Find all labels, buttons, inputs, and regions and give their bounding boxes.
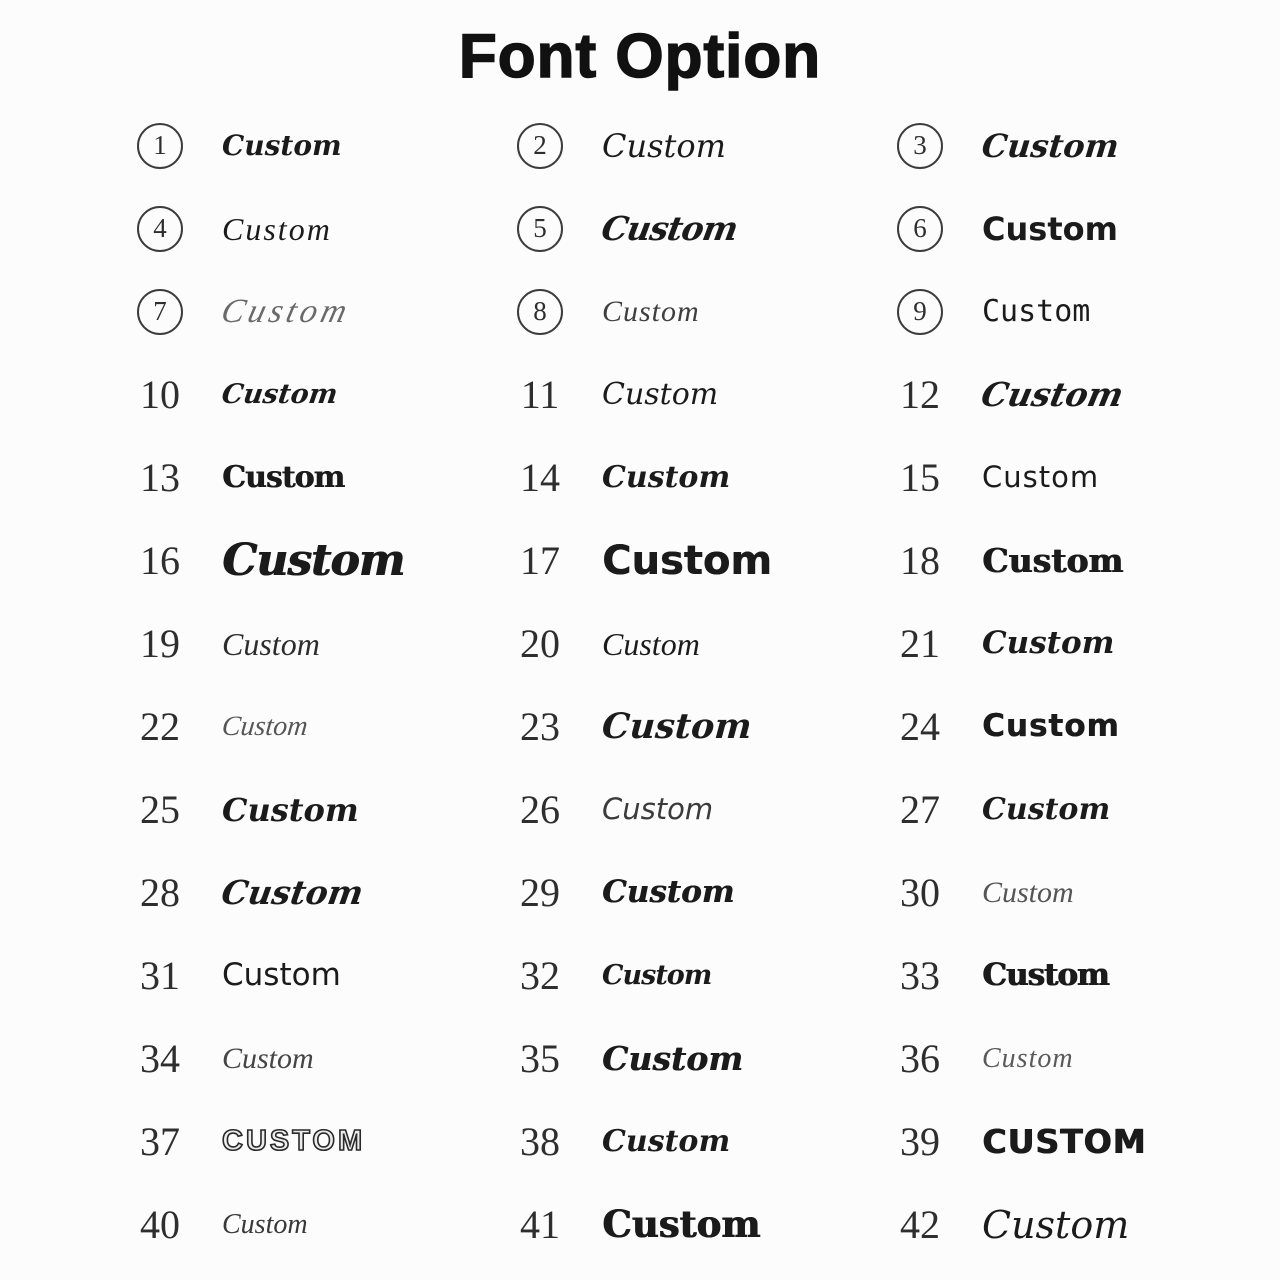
- font-sample: Custom: [982, 541, 1124, 580]
- font-number: 10: [140, 372, 180, 417]
- font-sample: Custom: [982, 791, 1111, 827]
- font-option-cell: [492, 851, 872, 934]
- font-sample: Custom: [222, 957, 341, 993]
- font-sample: Custom: [602, 126, 726, 165]
- font-number: 6: [897, 206, 943, 252]
- font-sample: Custom: [602, 1123, 731, 1159]
- font-number: 31: [140, 953, 180, 998]
- font-sample: Custom: [602, 1202, 761, 1246]
- font-number: 14: [520, 455, 560, 500]
- font-option-cell: [112, 685, 492, 768]
- font-number: 16: [140, 538, 180, 583]
- font-option-cell: [492, 1017, 872, 1100]
- font-sample: Custom: [982, 957, 1109, 993]
- font-sample: Custom: [222, 1041, 314, 1075]
- font-number: 11: [520, 372, 560, 417]
- font-sample: Custom: [982, 460, 1100, 494]
- font-sample: Custom: [602, 960, 712, 991]
- font-option-cell: [112, 934, 492, 1017]
- font-number: 28: [140, 870, 180, 915]
- font-sample: Custom: [602, 294, 700, 328]
- font-number: 24: [900, 704, 940, 749]
- font-option-cell: [872, 685, 1252, 768]
- font-option-cell: [492, 1183, 872, 1266]
- font-number: 15: [900, 455, 940, 500]
- font-number: 38: [520, 1119, 560, 1164]
- font-option-cell: [492, 104, 872, 187]
- font-number: 4: [137, 206, 183, 252]
- font-number: 7: [137, 289, 183, 335]
- font-number: 19: [140, 621, 180, 666]
- font-option-cell: [872, 104, 1252, 187]
- font-number: 18: [900, 538, 940, 583]
- font-option-cell: [872, 768, 1252, 851]
- font-sample: Custom: [222, 128, 342, 162]
- font-sample: Custom: [982, 625, 1115, 661]
- font-sample: Custom: [222, 210, 332, 247]
- font-number: 27: [900, 787, 940, 832]
- font-grid: [0, 104, 1280, 1266]
- font-sample: Custom: [222, 790, 359, 829]
- font-sample: Custom: [217, 292, 355, 330]
- font-number: 9: [897, 289, 943, 335]
- font-number: 23: [520, 704, 560, 749]
- font-sample: Custom: [602, 874, 735, 910]
- font-option-cell: [872, 851, 1252, 934]
- font-number: 35: [520, 1036, 560, 1081]
- font-option-cell: [872, 1017, 1252, 1100]
- font-sample: Custom: [602, 1039, 744, 1078]
- font-number: 2: [517, 123, 563, 169]
- font-sample: Custom: [602, 376, 719, 412]
- font-number: 13: [140, 455, 180, 500]
- font-number: 30: [900, 870, 940, 915]
- font-sample: Custom: [977, 375, 1128, 414]
- font-sample: Custom: [600, 706, 753, 747]
- font-option-cell: [872, 353, 1252, 436]
- font-sample: Custom: [982, 293, 1091, 329]
- font-option-cell: [492, 1100, 872, 1183]
- font-sample: Custom: [598, 209, 741, 248]
- font-number: 37: [140, 1119, 180, 1164]
- font-sample: Custom: [218, 873, 367, 912]
- font-sample: Custom: [222, 459, 345, 495]
- font-option-cell: [112, 270, 492, 353]
- font-number: 42: [900, 1202, 940, 1247]
- font-option-cell: [492, 519, 872, 602]
- font-option-cell: [872, 934, 1252, 1017]
- font-option-cell: [872, 1183, 1252, 1266]
- font-number: 29: [520, 870, 560, 915]
- font-number: 34: [140, 1036, 180, 1081]
- font-sample: Custom: [602, 459, 731, 495]
- font-option-cell: [112, 353, 492, 436]
- font-number: 5: [517, 206, 563, 252]
- font-number: 25: [140, 787, 180, 832]
- font-number: 33: [900, 953, 940, 998]
- font-sample: Custom: [222, 534, 405, 586]
- font-sample: Custom: [220, 710, 310, 742]
- font-number: 21: [900, 621, 940, 666]
- font-option-cell: [112, 1100, 492, 1183]
- font-sample: Custom: [602, 792, 714, 826]
- font-sample: Custom: [602, 625, 700, 662]
- font-option-cell: [492, 353, 872, 436]
- font-option-cell: [112, 1183, 492, 1266]
- font-option-cell: [872, 519, 1252, 602]
- font-option-cell: [492, 270, 872, 353]
- font-option-cell: [872, 602, 1252, 685]
- font-number: 3: [897, 123, 943, 169]
- font-sample: Custom: [982, 875, 1074, 909]
- font-number: 40: [140, 1202, 180, 1247]
- font-sample: Custom: [602, 537, 772, 584]
- font-option-cell: [492, 187, 872, 270]
- font-option-cell: [112, 1017, 492, 1100]
- font-option-cell: [872, 270, 1252, 353]
- font-option-cell: [112, 851, 492, 934]
- font-sample: Custom: [982, 708, 1120, 744]
- font-sample: Custom: [219, 379, 340, 410]
- font-option-cell: [492, 685, 872, 768]
- font-option-cell: [492, 602, 872, 685]
- font-option-cell: [112, 187, 492, 270]
- font-option-cell: [492, 768, 872, 851]
- title-bar: [0, 0, 1280, 104]
- font-number: 12: [900, 372, 940, 417]
- font-number: 8: [517, 289, 563, 335]
- font-option-cell: [872, 1100, 1252, 1183]
- font-sample: Custom: [222, 1208, 308, 1240]
- font-sample: Custom: [982, 1042, 1074, 1074]
- font-number: 36: [900, 1036, 940, 1081]
- font-option-cell: [112, 602, 492, 685]
- font-option-cell: [872, 436, 1252, 519]
- font-option-cell: [112, 436, 492, 519]
- font-number: 41: [520, 1202, 560, 1247]
- font-sample: Custom: [982, 1202, 1130, 1247]
- font-number: 26: [520, 787, 560, 832]
- font-sample: Custom: [982, 209, 1118, 248]
- font-option-cell: [112, 768, 492, 851]
- font-option-cell: [112, 519, 492, 602]
- font-number: 22: [140, 704, 180, 749]
- font-sample: CUSTOM: [222, 1125, 366, 1157]
- font-number: 1: [137, 123, 183, 169]
- font-sample: CUSTOM: [982, 1122, 1147, 1161]
- font-option-cell: [492, 934, 872, 1017]
- font-option-cell: [492, 436, 872, 519]
- font-option-cell: [872, 187, 1252, 270]
- font-option-cell: [112, 104, 492, 187]
- font-number: 17: [520, 538, 560, 583]
- font-sample: Custom: [980, 126, 1121, 165]
- font-number: 20: [520, 621, 560, 666]
- page-title: Font Option: [458, 22, 822, 91]
- font-sample: Custom: [222, 625, 320, 662]
- font-number: 32: [520, 953, 560, 998]
- font-number: 39: [900, 1119, 940, 1164]
